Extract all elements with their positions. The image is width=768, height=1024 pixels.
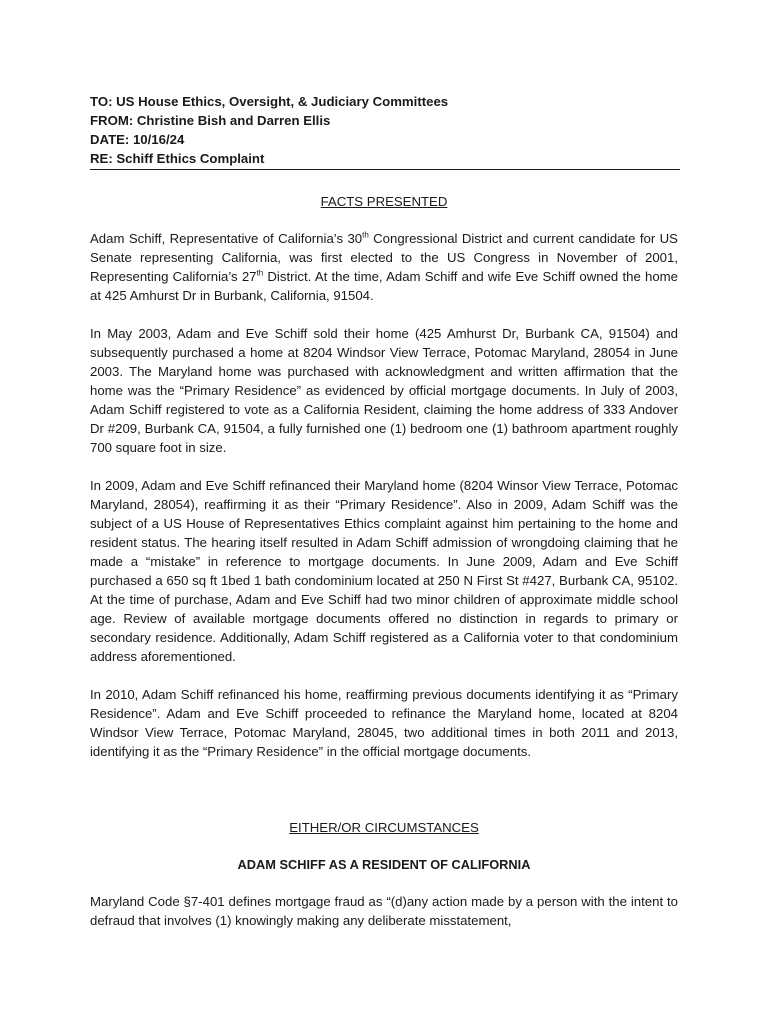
memo-date: DATE: 10/16/24 [90, 132, 185, 147]
paragraph-1-part-b: Congressional District and current candidate for US Senate representing California, was first elected to the US Congress in November of 2001, Representing California’s 27 [90, 231, 678, 284]
ordinal-suffix-2: th [256, 268, 264, 278]
facts-presented-heading: FACTS PRESENTED [320, 194, 448, 209]
california-resident-heading: ADAM SCHIFF AS A RESIDENT OF CALIFORNIA [237, 857, 531, 872]
paragraph-4: In 2010, Adam Schiff refinanced his home, reaffirming previous documents identifying it as “Primary Residence”. Adam and Eve Schiff proceeded to refinance the Maryland home, located at 8204 Windsor View Terrace, Potomac Maryland, 28045, two additional times in both 2011 and 2013, identifying it as the “Primary Residence” in the official mortgage documents. [90, 687, 678, 759]
memo-header [90, 92, 678, 168]
memo-to: TO: US House Ethics, Oversight, & Judiciary Committees [90, 94, 449, 109]
paragraph-1 [90, 229, 678, 305]
paragraph-1-part-a: Adam Schiff, Representative of California’s 30 [90, 231, 363, 246]
either-or-heading: EITHER/OR CIRCUMSTANCES [289, 820, 479, 835]
paragraph-3: In 2009, Adam and Eve Schiff refinanced their Maryland home (8204 Winsor View Terrace, Potomac Maryland, 28054), reaffirming it as their “Primary Residence”. Also in 2009, Adam Schiff was the subject of a US House of Representatives Ethics complaint against him pertaining to the home and resident status. The hearing itself resulted in Adam Schiff admission of wrongdoing claiming that he made a “mistake” in reference to mortgage documents. In June 2009, Adam and Eve Schiff purchased a 650 sq ft 1bed 1 bath condominium located at 250 N First St #427, Burbank CA, 95102. At the time of purchase, Adam and Eve Schiff had two minor children of approximate middle school age. Review of available mortgage documents offered no distinction in regards to primary or secondary residence. Additionally, Adam Schiff registered as a California voter to that condominium address aforementioned. [90, 478, 678, 664]
ordinal-suffix-1: th [362, 230, 369, 240]
memo-from: FROM: Christine Bish and Darren Ellis [90, 113, 331, 128]
paragraph-5: Maryland Code §7-401 defines mortgage fraud as “(d)any action made by a person with the intent to defraud that involves (1) knowingly making any deliberate misstatement, [90, 894, 678, 928]
paragraph-1-part-c: District. At the time, Adam Schiff and wife Eve Schiff owned the home at 425 Amhurst Dr in Burbank, California, 91504. [90, 269, 678, 303]
memo-page [90, 92, 678, 930]
header-divider [90, 169, 680, 170]
memo-re: RE: Schiff Ethics Complaint [90, 151, 265, 166]
paragraph-2: In May 2003, Adam and Eve Schiff sold their home (425 Amhurst Dr, Burbank CA, 91504) and subsequently purchased a home at 8204 Windsor View Terrace, Potomac Maryland, 28054 in June 2003. The Maryland home was purchased with acknowledgment and written affirmation that the home was the “Primary Residence” as evidenced by official mortgage documents. In July of 2003, Adam Schiff registered to vote as a California Resident, claiming the home address of 333 Andover Dr #209, Burbank CA, 91504, a fully furnished one (1) bedroom one (1) bathroom apartment roughly 700 square foot in size. [90, 326, 678, 455]
